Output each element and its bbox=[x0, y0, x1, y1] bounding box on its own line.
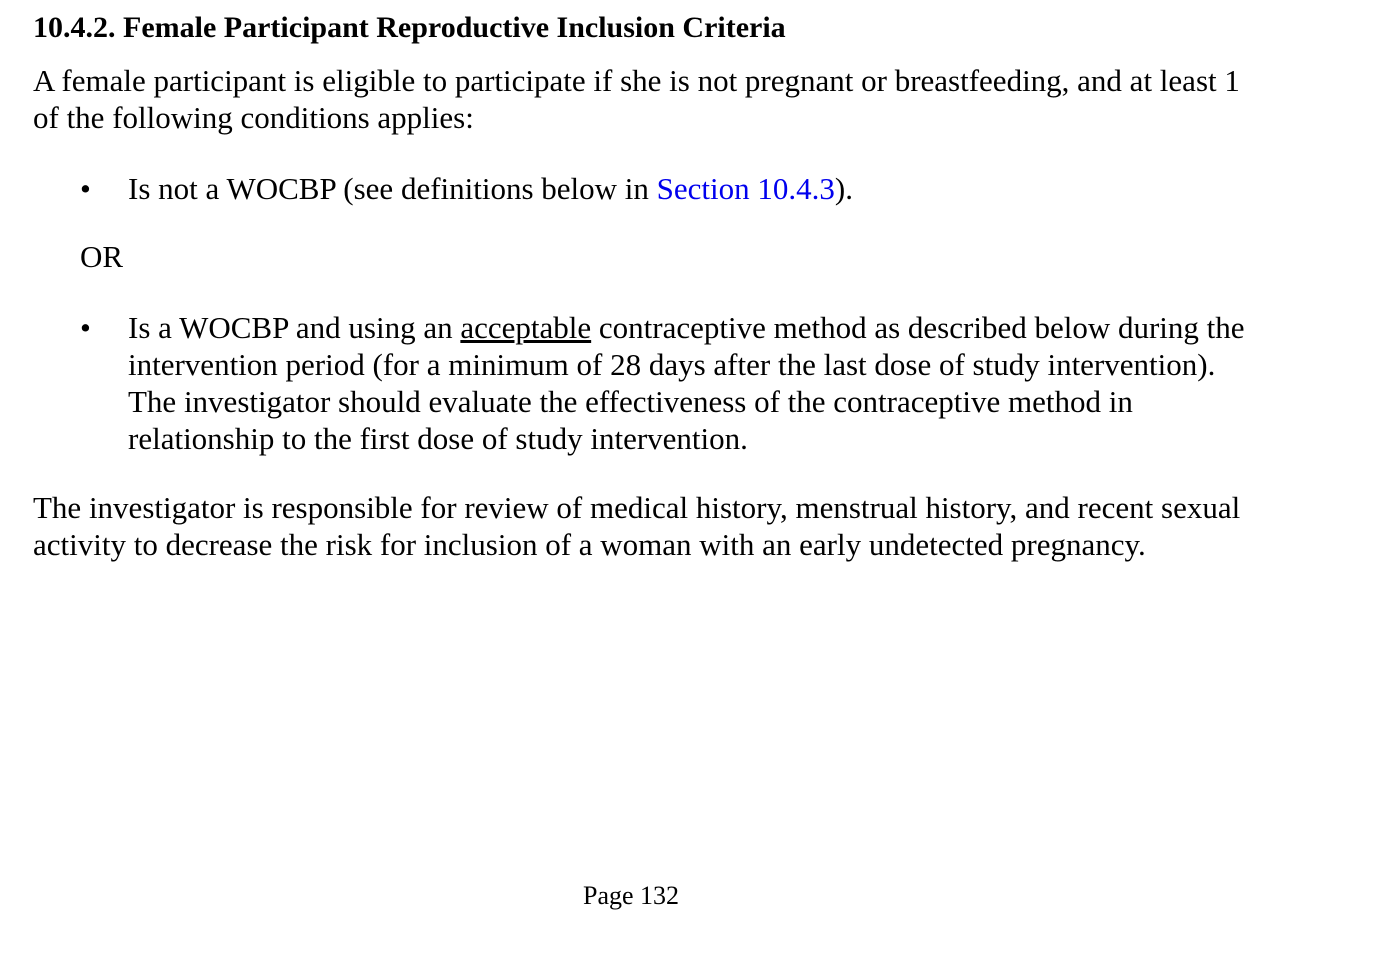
or-label: OR bbox=[80, 239, 124, 274]
bullet-text-segment: Is not a WOCBP (see definitions below in bbox=[128, 171, 657, 206]
section-heading: 10.4.2. Female Participant Reproductive Inclusion Criteria bbox=[33, 11, 786, 44]
bullet-text-not-wocbp bbox=[128, 170, 1248, 207]
bullet-text-segment: contraceptive method as described below during the intervention period (for a minimum of 28 days after the last dose of study intervention). The investigator should evaluate the effectiveness of the contraceptive method in relationship to the first dose of study intervention. bbox=[128, 310, 1245, 456]
bullet-icon: • bbox=[80, 310, 91, 345]
bullet-text-segment: Is a WOCBP and using an bbox=[128, 310, 461, 345]
page-number: Page 132 bbox=[583, 881, 680, 910]
bullet-text-segment: ). bbox=[834, 171, 853, 206]
underlined-word: acceptable bbox=[460, 310, 592, 345]
intro-paragraph: A female participant is eligible to participate if she is not pregnant or breastfeeding, and at least 1 of the following conditions applies: bbox=[33, 63, 1240, 135]
section-link[interactable]: Section 10.4.3 bbox=[656, 171, 835, 206]
bullet-icon: • bbox=[80, 171, 91, 206]
closing-paragraph: The investigator is responsible for review of medical history, menstrual history, and recent sexual activity to decrease the risk for inclusion of a woman with an early undetected pregnancy. bbox=[33, 490, 1241, 562]
bullet-text-wocbp bbox=[128, 309, 1248, 457]
